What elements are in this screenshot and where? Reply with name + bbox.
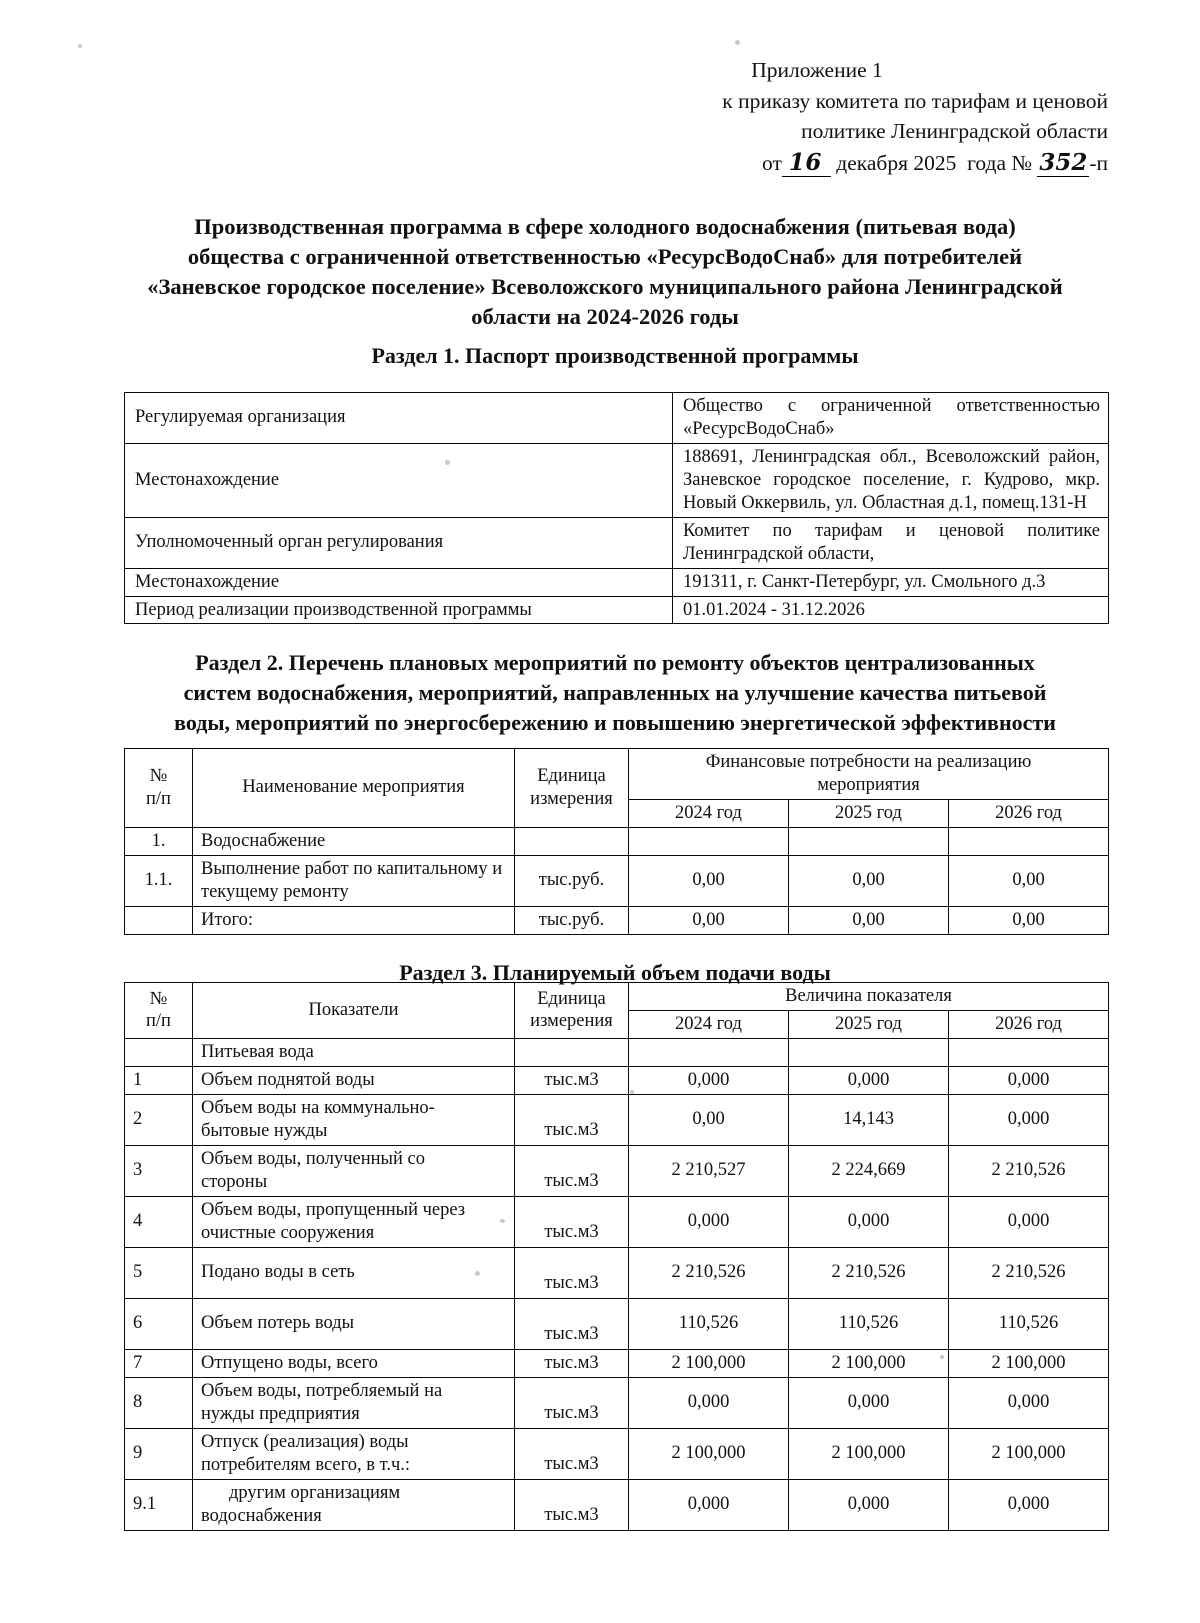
row-value-2024: 2 100,000 xyxy=(629,1428,789,1479)
row-unit: тыс.м3 xyxy=(515,1094,629,1145)
row-name: Итого: xyxy=(193,906,515,934)
table-row xyxy=(125,1196,1109,1247)
column-header-name: Наименование мероприятия xyxy=(193,749,515,828)
row-name: Объем воды, потребляемый на нужды предприятия xyxy=(193,1377,515,1428)
row-unit xyxy=(515,827,629,855)
row-unit: тыс.м3 xyxy=(515,1247,629,1298)
row-value-2026: 0,000 xyxy=(949,1479,1109,1530)
row-value-2024: 0,000 xyxy=(629,1377,789,1428)
row-value-2026: 2 210,526 xyxy=(949,1145,1109,1196)
table-row xyxy=(125,1479,1109,1530)
row-no: 3 xyxy=(125,1145,193,1196)
table-row xyxy=(125,1094,1109,1145)
row-value-2026: 2 100,000 xyxy=(949,1428,1109,1479)
repair-works-table xyxy=(124,748,1109,935)
row-value-2025: 0,000 xyxy=(789,1377,949,1428)
table-row xyxy=(125,1066,1109,1094)
row-no: 1 xyxy=(125,1066,193,1094)
row-unit: тыс.м3 xyxy=(515,1066,629,1094)
table-row xyxy=(125,1038,1109,1066)
row-value-2024: 2 100,000 xyxy=(629,1349,789,1377)
passport-value: 188691, Ленинградская обл., Всеволожский район, Заневское городское поселение, г. Кудрово, мкр. Новый Оккервиль, ул. Областная д.1, помещ.131-Н xyxy=(673,443,1109,517)
row-name: Объем потерь воды xyxy=(193,1298,515,1349)
row-no: 4 xyxy=(125,1196,193,1247)
row-unit: тыс.руб. xyxy=(515,855,629,906)
column-header-indicators: Показатели xyxy=(193,983,515,1039)
row-value-2024: 0,00 xyxy=(629,1094,789,1145)
row-no: 7 xyxy=(125,1349,193,1377)
section-3-heading: Раздел 3. Планируемый объем подачи воды xyxy=(399,960,831,985)
row-unit: тыс.м3 xyxy=(515,1196,629,1247)
passport-label: Период реализации производственной программы xyxy=(125,596,673,624)
row-value-2026: 2 210,526 xyxy=(949,1247,1109,1298)
passport-label: Уполномоченный орган регулирования xyxy=(125,517,673,568)
order-day-handwritten: 16 xyxy=(782,149,831,177)
row-value-2024: 2 210,526 xyxy=(629,1247,789,1298)
column-header-indicator-value: Величина показателя xyxy=(629,983,1109,1011)
row-value-2025: 2 100,000 xyxy=(789,1428,949,1479)
row-name: Отпущено воды, всего xyxy=(193,1349,515,1377)
passport-label: Местонахождение xyxy=(125,443,673,517)
table-row xyxy=(125,517,1109,568)
row-no: 6 xyxy=(125,1298,193,1349)
table-row xyxy=(125,1428,1109,1479)
row-value-2025 xyxy=(789,1038,949,1066)
table-row xyxy=(125,906,1109,934)
row-value-2026 xyxy=(949,827,1109,855)
table-row xyxy=(125,1145,1109,1196)
column-header-year-2026: 2026 год xyxy=(949,1010,1109,1038)
row-no xyxy=(125,906,193,934)
table-row xyxy=(125,855,1109,906)
row-unit: тыс.м3 xyxy=(515,1428,629,1479)
row-value-2024: 0,000 xyxy=(629,1196,789,1247)
row-value-2025: 14,143 xyxy=(789,1094,949,1145)
row-name: Питьевая вода xyxy=(193,1038,515,1066)
section-2-heading xyxy=(120,648,1110,738)
row-value-2025: 2 224,669 xyxy=(789,1145,949,1196)
appendix-title: Приложение 1 xyxy=(751,58,883,82)
section-2-heading-line-1: Раздел 2. Перечень плановых мероприятий по ремонту объектов централизованных xyxy=(195,650,1035,675)
column-header-year-2026: 2026 год xyxy=(949,799,1109,827)
order-year-word: года № xyxy=(967,150,1032,175)
row-value-2025: 0,00 xyxy=(789,906,949,934)
column-header-year-2025: 2025 год xyxy=(789,799,949,827)
passport-value: Комитет по тарифам и ценовой политике Ленинградской области, xyxy=(673,517,1109,568)
column-header-year-2024: 2024 год xyxy=(629,799,789,827)
table-row xyxy=(125,443,1109,517)
order-reference-line-1: к приказу комитета по тарифам и ценовой xyxy=(722,88,1108,113)
row-value-2025 xyxy=(789,827,949,855)
row-name: Выполнение работ по капитальному и текущему ремонту xyxy=(193,855,515,906)
row-no: 1. xyxy=(125,827,193,855)
row-no: 1.1. xyxy=(125,855,193,906)
passport-label: Местонахождение xyxy=(125,568,673,596)
order-month-year: декабря 2025 xyxy=(836,150,957,175)
row-value-2025: 110,526 xyxy=(789,1298,949,1349)
page-title-line-1: Производственная программа в сфере холодного водоснабжения (питьевая вода) xyxy=(194,214,1016,239)
row-value-2026: 110,526 xyxy=(949,1298,1109,1349)
order-date-line xyxy=(762,148,1108,176)
row-name: Объем воды, пропущенный через очистные сооружения xyxy=(193,1196,515,1247)
row-value-2026: 0,00 xyxy=(949,855,1109,906)
row-value-2025: 0,00 xyxy=(789,855,949,906)
row-no: 9 xyxy=(125,1428,193,1479)
scan-speck xyxy=(735,40,740,45)
row-name: Подано воды в сеть xyxy=(193,1247,515,1298)
page-title-line-4: области на 2024-2026 годы xyxy=(471,303,739,329)
table-row xyxy=(125,568,1109,596)
row-name: Объем воды на коммунально- бытовые нужды xyxy=(193,1094,515,1145)
document-header xyxy=(548,55,1108,179)
row-unit: тыс.м3 xyxy=(515,1298,629,1349)
row-unit xyxy=(515,1038,629,1066)
scan-speck xyxy=(78,44,82,48)
row-name: Объем воды, полученный со стороны xyxy=(193,1145,515,1196)
row-value-2024 xyxy=(629,827,789,855)
row-value-2026: 2 100,000 xyxy=(949,1349,1109,1377)
page-title-line-2: общества с ограниченной ответственностью «РесурсВодоСнаб» для потребителей xyxy=(187,243,1023,269)
row-name: Объем поднятой воды xyxy=(193,1066,515,1094)
row-no: 8 xyxy=(125,1377,193,1428)
row-value-2025: 0,000 xyxy=(789,1196,949,1247)
row-name: Отпуск (реализация) воды потребителям всего, в т.ч.: xyxy=(193,1428,515,1479)
water-volume-table xyxy=(124,982,1109,1531)
row-name: Водоснабжение xyxy=(193,827,515,855)
row-value-2024 xyxy=(629,1038,789,1066)
row-value-2024: 0,00 xyxy=(629,906,789,934)
row-value-2026: 0,000 xyxy=(949,1377,1109,1428)
order-number-handwritten: 352 xyxy=(1039,148,1088,176)
row-no xyxy=(125,1038,193,1066)
passport-label: Регулируемая организация xyxy=(125,393,673,444)
table-row xyxy=(125,1247,1109,1298)
row-unit: тыс.м3 xyxy=(515,1479,629,1530)
row-unit: тыс.м3 xyxy=(515,1377,629,1428)
page-title-line-3: «Заневское городское поселение» Всеволожского муниципального района Ленинградской xyxy=(147,273,1063,299)
row-unit: тыс.м3 xyxy=(515,1349,629,1377)
column-header-unit: Единица измерения xyxy=(515,983,629,1039)
column-header-unit: Единица измерения xyxy=(515,749,629,828)
row-value-2026: 0,000 xyxy=(949,1094,1109,1145)
row-value-2026: 0,000 xyxy=(949,1196,1109,1247)
row-value-2026: 0,00 xyxy=(949,906,1109,934)
row-no: 9.1 xyxy=(125,1479,193,1530)
row-name: другим организациям водоснабжения xyxy=(193,1479,515,1530)
table-header-row xyxy=(125,983,1109,1011)
section-2-heading-line-2: систем водоснабжения, мероприятий, направленных на улучшение качества питьевой xyxy=(183,679,1047,705)
passport-value: 01.01.2024 - 31.12.2026 xyxy=(673,596,1109,624)
order-prefix: от xyxy=(762,150,782,175)
order-reference-line-2: политике Ленинградской области xyxy=(801,119,1108,144)
table-row xyxy=(125,1377,1109,1428)
order-suffix: -п xyxy=(1089,150,1108,175)
row-no: 5 xyxy=(125,1247,193,1298)
table-row xyxy=(125,596,1109,624)
row-value-2024: 2 210,527 xyxy=(629,1145,789,1196)
row-no: 2 xyxy=(125,1094,193,1145)
column-header-year-2024: 2024 год xyxy=(629,1010,789,1038)
column-header-year-2025: 2025 год xyxy=(789,1010,949,1038)
passport-value: 191311, г. Санкт-Петербург, ул. Смольного д.3 xyxy=(673,568,1109,596)
row-value-2026: 0,000 xyxy=(949,1066,1109,1094)
row-value-2025: 2 100,000 xyxy=(789,1349,949,1377)
table-row xyxy=(125,1298,1109,1349)
row-value-2026 xyxy=(949,1038,1109,1066)
table-header-row xyxy=(125,749,1109,800)
row-value-2024: 110,526 xyxy=(629,1298,789,1349)
row-value-2025: 0,000 xyxy=(789,1066,949,1094)
table-row xyxy=(125,827,1109,855)
passport-table xyxy=(124,392,1109,624)
table-row xyxy=(125,1349,1109,1377)
row-value-2024: 0,000 xyxy=(629,1479,789,1530)
row-value-2025: 2 210,526 xyxy=(789,1247,949,1298)
section-2-heading-line-3: воды, мероприятий по энергосбережению и повышению энергетической эффективности xyxy=(174,709,1056,735)
row-value-2024: 0,00 xyxy=(629,855,789,906)
table-row xyxy=(125,393,1109,444)
column-header-no: № п/п xyxy=(125,983,193,1039)
column-header-financial-needs: Финансовые потребности на реализацию мероприятия xyxy=(629,749,1109,800)
row-value-2025: 0,000 xyxy=(789,1479,949,1530)
row-unit: тыс.м3 xyxy=(515,1145,629,1196)
row-unit: тыс.руб. xyxy=(515,906,629,934)
passport-value: Общество с ограниченной ответственностью «РесурсВодоСнаб» xyxy=(673,393,1109,444)
section-1-heading: Раздел 1. Паспорт производственной программы xyxy=(371,343,859,368)
page-title xyxy=(130,212,1080,332)
row-value-2024: 0,000 xyxy=(629,1066,789,1094)
column-header-no: № п/п xyxy=(125,749,193,828)
